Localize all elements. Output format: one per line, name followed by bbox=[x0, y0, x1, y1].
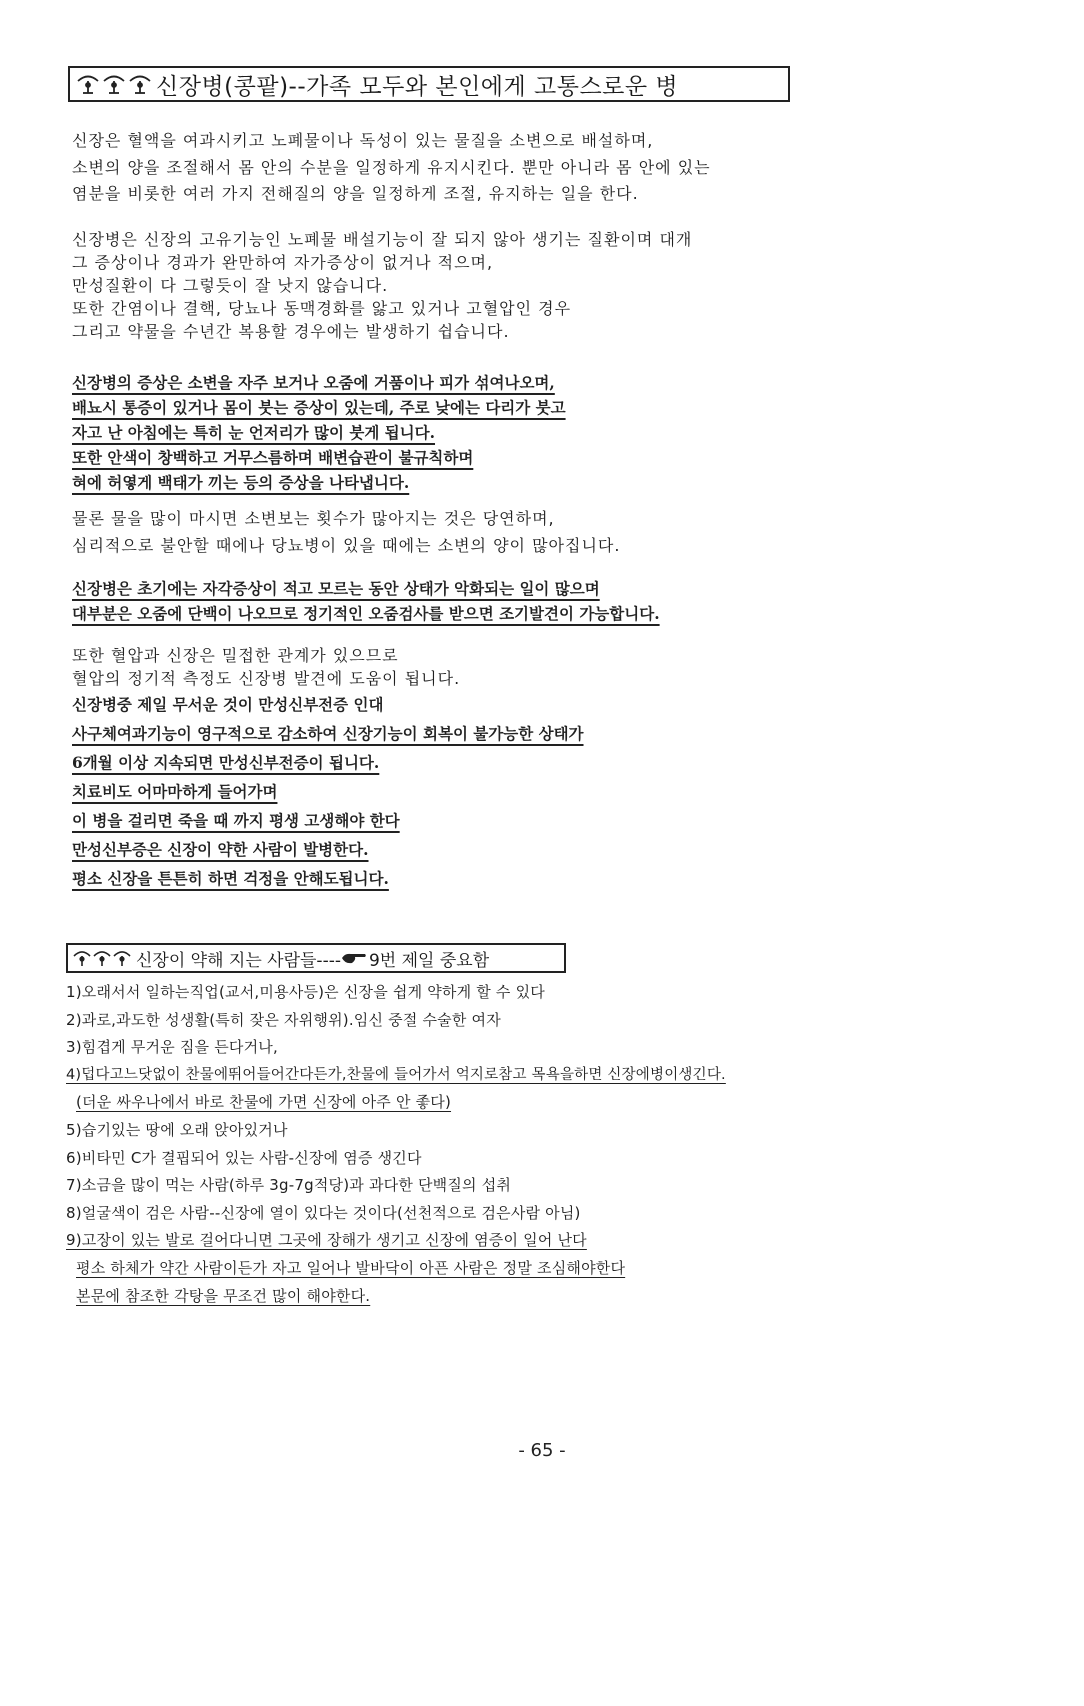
handwritten-line: 치료비도 어마마하게 들어가며 bbox=[72, 782, 278, 801]
list-item: 4)덥다고느닷없이 찬물에뛰어들어간다든가,찬물에 들어가서 억지로참고 목욕을하면 신장에병이생긴다. bbox=[66, 1066, 726, 1083]
handwritten-line: 6개월 이상 지속되면 만성신부전증이 됩니다. bbox=[72, 753, 380, 772]
list-item: 1)오래서서 일하는직업(교서,미용사등)은 신장을 쉽게 약하게 할 수 있다 bbox=[66, 983, 545, 1001]
text-line: 그 증상이나 경과가 완만하여 자가증상이 없거나 적으며, bbox=[72, 253, 494, 272]
pointing-hand-icon bbox=[341, 951, 367, 965]
section-title-text: 신장병(콩팥)--가족 모두와 본인에게 고통스로운 병 bbox=[156, 73, 679, 100]
handwritten-symptoms bbox=[72, 370, 566, 495]
urine-note-paragraph bbox=[72, 506, 620, 559]
list-item: 9)고장이 있는 발로 걸어다니면 그곳에 장해가 생기고 신장에 염증이 일어 난다 bbox=[66, 1231, 587, 1250]
handwritten-line: 사구체여과기능이 영구적으로 감소하여 신장기능이 회복이 불가능한 상태가 bbox=[72, 724, 584, 743]
handwritten-line: 자고 난 아침에는 특히 눈 언저리가 많이 붓게 됩니다. bbox=[72, 423, 436, 442]
text-line: 신장은 혈액을 여과시키고 노폐물이나 독성이 있는 물질을 소변으로 배설하며, bbox=[72, 131, 654, 150]
text-line: 혈압의 정기적 측정도 신장병 발견에 도움이 됩니다. bbox=[72, 669, 461, 688]
handwritten-line: 대부분은 오줌에 단백이 나오므로 정기적인 오줌검사를 받으면 조기발견이 가능합니다. bbox=[72, 604, 660, 623]
text-line: 그리고 약물을 수년간 복용할 경우에는 발생하기 쉽습니다. bbox=[72, 322, 510, 341]
handwritten-early-detection bbox=[72, 576, 660, 626]
handwritten-line: 배뇨시 통증이 있거나 몸이 붓는 증상이 있는데, 주로 낮에는 다리가 붓고 bbox=[72, 398, 566, 417]
text-line: 만성질환이 다 그렇듯이 잘 낫지 않습니다. bbox=[72, 276, 389, 295]
handwritten-line: 신장병중 제일 무서운 것이 만성신부전증 인대 bbox=[72, 695, 384, 714]
umbrella-figures-icon bbox=[76, 72, 154, 96]
text-line: 소변의 양을 조절해서 몸 안의 수분을 일정하게 유지시킨다. 뿐만 아니라 몸 안에 있는 bbox=[72, 157, 711, 177]
list-item: 2)과로,과도한 성생활(특히 잦은 자위행위).임신 중절 수술한 여자 bbox=[66, 1010, 501, 1029]
text-line: 신장병은 신장의 고유기능인 노폐물 배설기능이 잘 되지 않아 생기는 질환이며 대개 bbox=[72, 230, 693, 249]
definition-paragraph bbox=[72, 228, 692, 343]
list-item: 5)습기있는 땅에 오래 앉아있거나 bbox=[66, 1120, 288, 1139]
handwritten-line: 이 병을 걸리면 죽을 때 까지 평생 고생해야 한다 bbox=[72, 811, 400, 830]
blood-pressure-paragraph bbox=[72, 644, 460, 690]
text-line: 또한 간염이나 결핵, 당뇨나 동맥경화를 앓고 있거나 고혈압인 경우 bbox=[72, 299, 572, 318]
section-title-weak-kidney bbox=[66, 943, 566, 973]
handwritten-line: 혀에 허옇게 백태가 끼는 등의 증상을 나타냅니다. bbox=[72, 473, 410, 492]
handwritten-line: 만성신부증은 신장이 약한 사람이 발병한다. bbox=[72, 840, 369, 859]
intro-paragraph bbox=[72, 128, 711, 208]
handwritten-line: 평소 신장을 튼튼히 하면 걱정을 안해도됩니다. bbox=[72, 869, 389, 888]
list-item: 3)힘겹게 무거운 짐을 든다거나, bbox=[66, 1038, 278, 1057]
section-title-kidney-disease bbox=[68, 66, 790, 102]
text-line: 또한 혈압과 신장은 밀접한 관계가 있으므로 bbox=[72, 646, 399, 665]
section-title-suffix: 9번 제일 중요함 bbox=[368, 950, 490, 971]
handwritten-line: 또한 안색이 창백하고 거무스름하며 배변습관이 불규칙하며 bbox=[72, 448, 474, 467]
list-item: 6)비타민 C가 결핍되어 있는 사람-신장에 염증 생긴다 bbox=[66, 1148, 422, 1167]
page-number: - 65 - bbox=[518, 1440, 566, 1461]
handwritten-chronic-failure bbox=[72, 690, 584, 893]
list-item: 본문에 참조한 각탕을 무조건 많이 해야한다. bbox=[76, 1286, 371, 1305]
umbrella-figures-icon bbox=[72, 948, 134, 968]
list-item: 8)얼굴색이 검은 사람--신장에 열이 있다는 것이다(선천적으로 검은사람 아님) bbox=[66, 1203, 581, 1222]
weak-kidney-list bbox=[66, 979, 726, 1310]
handwritten-line: 신장병은 초기에는 자각증상이 적고 모르는 동안 상태가 악화되는 일이 많으며 bbox=[72, 579, 600, 598]
text-line: 물론 물을 많이 마시면 소변보는 횟수가 많아지는 것은 당연하며, bbox=[72, 509, 555, 528]
list-item: 평소 하체가 약간 사람이든가 자고 일어나 발바닥이 아픈 사람은 정말 조심해야한다 bbox=[76, 1258, 626, 1277]
handwritten-line: 신장병의 증상은 소변을 자주 보거나 오줌에 거품이나 피가 섞여나오며, bbox=[72, 373, 555, 392]
text-line: 염분을 비롯한 여러 가지 전해질의 양을 일정하게 조절, 유지하는 일을 한다. bbox=[72, 184, 639, 203]
section-title-text: 신장이 약해 지는 사람들---- bbox=[136, 950, 341, 971]
list-item: (더운 싸우나에서 바로 찬물에 가면 신장에 아주 안 좋다) bbox=[76, 1093, 452, 1112]
list-item: 7)소금을 많이 먹는 사람(하루 3g-7g적당)과 과다한 단백질의 섭취 bbox=[66, 1176, 512, 1195]
text-line: 심리적으로 불안할 때에나 당뇨병이 있을 때에는 소변의 양이 많아집니다. bbox=[72, 535, 621, 555]
